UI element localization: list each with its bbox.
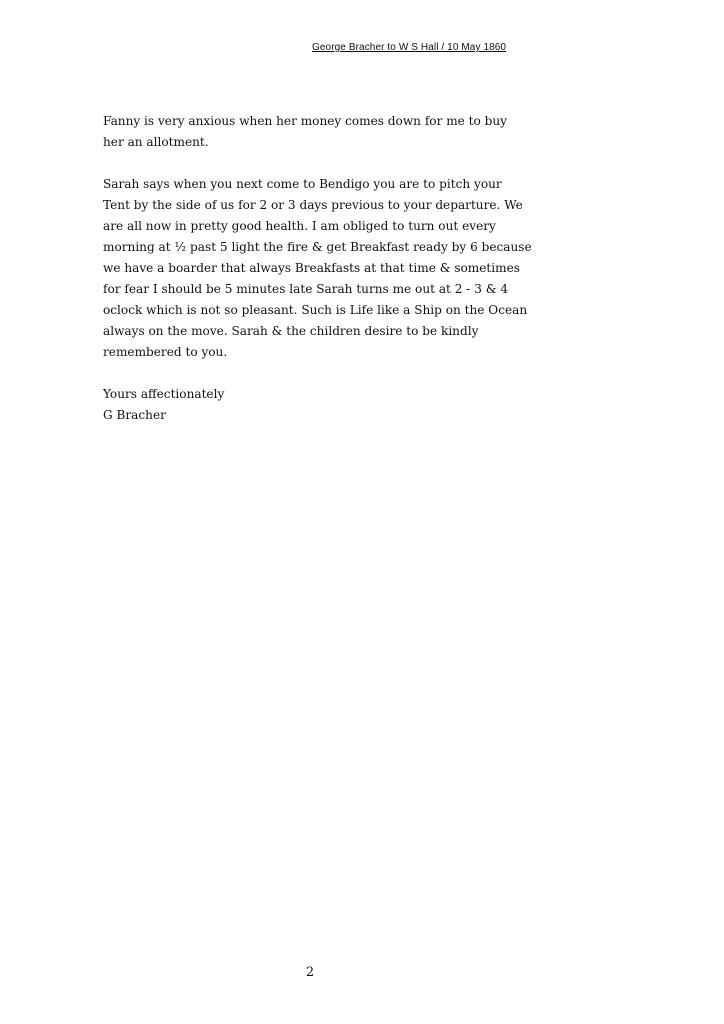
text-line: Sarah says when you next come to Bendigo you are to pitch your bbox=[103, 177, 502, 191]
paragraph-bendigo bbox=[103, 174, 533, 363]
text-line: morning at ½ past 5 light the fire & get Breakfast ready by 6 because bbox=[103, 240, 532, 254]
text-line: Tent by the side of us for 2 or 3 days previous to your departure. We bbox=[103, 198, 523, 212]
closing-signature bbox=[103, 384, 533, 426]
page-number: 2 bbox=[305, 965, 315, 980]
signature-line: G Bracher bbox=[103, 408, 166, 422]
text-line: for fear I should be 5 minutes late Sarah turns me out at 2 - 3 & 4 bbox=[103, 282, 509, 296]
text-line: her an allotment. bbox=[103, 135, 209, 149]
text-line: oclock which is not so pleasant. Such is Life like a Ship on the Ocean bbox=[103, 303, 528, 317]
text-line: are all now in pretty good health. I am obliged to turn out every bbox=[103, 219, 496, 233]
text-line: always on the move. Sarah & the children desire to be kindly bbox=[103, 324, 479, 338]
letter-body bbox=[103, 111, 533, 447]
running-header: George Bracher to W S Hall / 10 May 1860 bbox=[312, 42, 507, 53]
text-line: Fanny is very anxious when her money comes down for me to buy bbox=[103, 114, 508, 128]
text-line: remembered to you. bbox=[103, 345, 228, 359]
text-line: we have a boarder that always Breakfasts at that time & sometimes bbox=[103, 261, 520, 275]
closing-line: Yours affectionately bbox=[103, 387, 225, 401]
paragraph-allotment bbox=[103, 111, 533, 153]
